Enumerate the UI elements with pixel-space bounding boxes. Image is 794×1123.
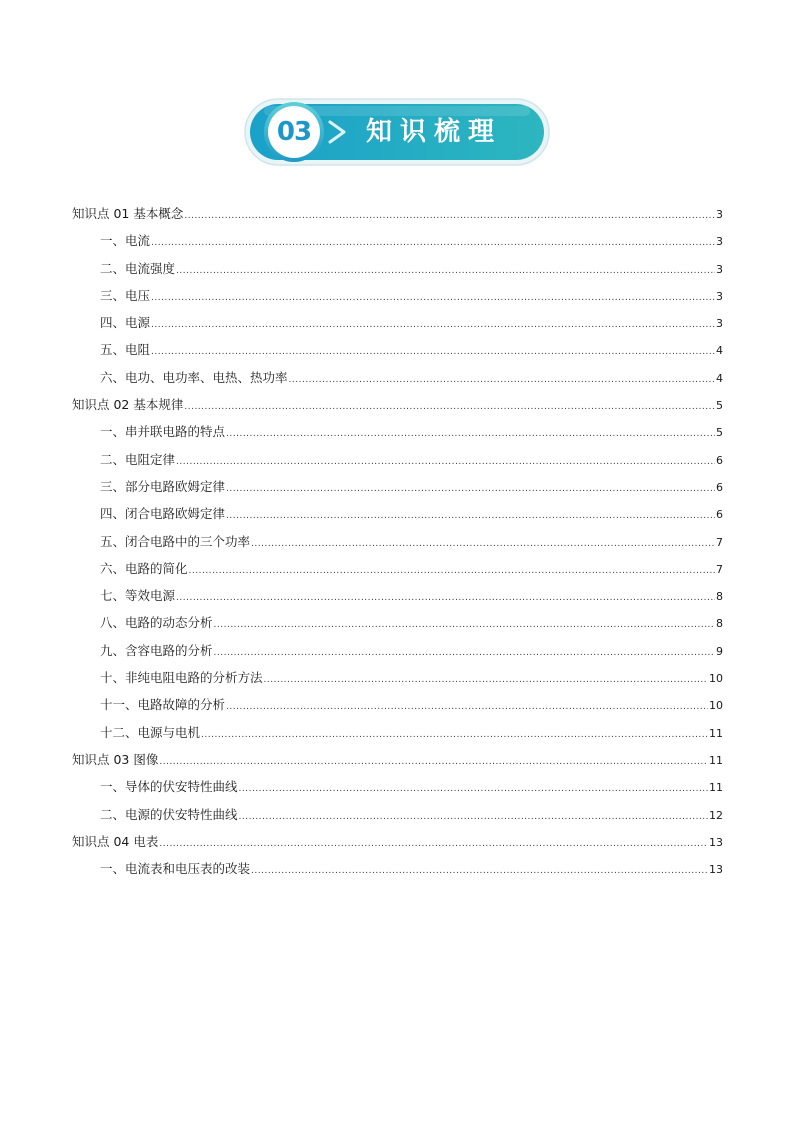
toc-dot-leader	[151, 230, 715, 257]
toc-dot-leader	[264, 667, 708, 694]
toc-page-number: 10	[709, 672, 723, 686]
toc-entry-label: 四、电源	[100, 315, 151, 331]
toc-subsection-entry[interactable]	[72, 500, 723, 527]
toc-dot-leader	[151, 339, 715, 366]
toc-dot-leader	[189, 558, 715, 585]
toc-subsection-entry[interactable]	[72, 418, 723, 445]
toc-dot-leader	[226, 503, 715, 530]
toc-page-number: 13	[709, 863, 723, 877]
toc-entry-label: 二、电阻定律	[100, 451, 176, 467]
toc-page-number: 5	[716, 426, 723, 440]
toc-subsection-entry[interactable]	[72, 691, 723, 718]
toc-entry-label: 四、闭合电路欧姆定律	[100, 506, 226, 522]
toc-subsection-entry[interactable]	[72, 773, 723, 800]
toc-subsection-entry[interactable]	[72, 473, 723, 500]
toc-dot-leader	[289, 367, 715, 394]
toc-entry-label: 五、闭合电路中的三个功率	[100, 533, 251, 549]
toc-entry-label: 六、电功、电功率、电热、热功率	[100, 369, 288, 385]
toc-page-number: 3	[716, 235, 723, 249]
toc-section-entry[interactable]	[72, 746, 723, 773]
toc-subsection-entry[interactable]	[72, 719, 723, 746]
toc-dot-leader	[159, 749, 708, 776]
toc-subsection-entry[interactable]	[72, 282, 723, 309]
toc-page-number: 11	[709, 781, 723, 795]
toc-page-number: 7	[716, 562, 723, 576]
toc-dot-leader	[201, 722, 708, 749]
toc-entry-label: 知识点 02 基本规律	[72, 397, 184, 413]
toc-entry-label: 三、部分电路欧姆定律	[100, 478, 226, 494]
toc-entry-label: 知识点 01 基本概念	[72, 206, 184, 221]
toc-page-number: 6	[716, 508, 723, 522]
toc-page-number: 3	[716, 262, 723, 276]
toc-page-number: 6	[716, 453, 723, 467]
toc-subsection-entry[interactable]	[72, 637, 723, 664]
toc-subsection-entry[interactable]	[72, 582, 723, 609]
toc-page-number: 5	[716, 399, 723, 413]
toc-page-number: 4	[716, 371, 723, 385]
toc-dot-leader	[184, 203, 715, 230]
toc-dot-leader	[176, 449, 715, 476]
toc-page-number: 12	[709, 808, 723, 822]
toc-page-number: 3	[716, 289, 723, 303]
toc-entry-label: 一、电流	[100, 233, 151, 249]
toc-entry-label: 知识点 03 图像	[72, 751, 159, 767]
section-number: 03	[276, 117, 312, 147]
toc-entry-label: 一、导体的伏安特性曲线	[100, 779, 238, 795]
toc-page-number: 11	[709, 726, 723, 740]
toc-page-number: 4	[716, 344, 723, 358]
toc-page-number: 8	[716, 617, 723, 631]
toc-subsection-entry[interactable]	[72, 609, 723, 636]
toc-page-number: 9	[716, 644, 723, 658]
toc-entry-label: 二、电源的伏安特性曲线	[100, 806, 238, 822]
toc-entry-label: 五、电阻	[100, 342, 151, 358]
toc-subsection-entry[interactable]	[72, 528, 723, 555]
toc-dot-leader	[251, 531, 715, 558]
toc-entry-label: 知识点 04 电表	[72, 833, 159, 849]
toc-dot-leader	[214, 612, 715, 639]
toc-page-number: 8	[716, 590, 723, 604]
toc-page-number: 13	[709, 835, 723, 849]
toc-entry-label: 九、含容电路的分析	[100, 642, 213, 658]
toc-dot-leader	[184, 394, 715, 421]
toc-page-number: 11	[709, 753, 723, 767]
toc-entry-label: 八、电路的动态分析	[100, 615, 213, 631]
toc-subsection-entry[interactable]	[72, 855, 723, 882]
toc-dot-leader	[159, 831, 708, 858]
toc-dot-leader	[226, 694, 708, 721]
toc-entry-label: 十二、电源与电机	[100, 724, 201, 740]
toc-subsection-entry[interactable]	[72, 446, 723, 473]
toc-subsection-entry[interactable]	[72, 801, 723, 828]
toc-entry-label: 六、电路的简化	[100, 560, 188, 576]
table-of-contents	[72, 200, 723, 882]
toc-subsection-entry[interactable]	[72, 227, 723, 254]
toc-section-entry[interactable]	[72, 828, 723, 855]
toc-dot-leader	[151, 285, 715, 312]
toc-page-number: 7	[716, 535, 723, 549]
toc-page-number: 6	[716, 480, 723, 494]
toc-entry-label: 十、非纯电阻电路的分析方法	[100, 670, 263, 686]
toc-entry-label: 二、电流强度	[100, 260, 176, 276]
toc-dot-leader	[226, 476, 715, 503]
toc-section-entry[interactable]	[72, 200, 723, 227]
toc-entry-label: 七、等效电源	[100, 588, 176, 604]
toc-dot-leader	[239, 776, 708, 803]
toc-subsection-entry[interactable]	[72, 664, 723, 691]
toc-entry-label: 一、电流表和电压表的改装	[100, 861, 251, 877]
toc-dot-leader	[251, 858, 708, 885]
toc-entry-label: 一、串并联电路的特点	[100, 424, 226, 440]
toc-subsection-entry[interactable]	[72, 255, 723, 282]
section-title: 知识梳理	[366, 117, 503, 147]
toc-subsection-entry[interactable]	[72, 555, 723, 582]
toc-subsection-entry[interactable]	[72, 364, 723, 391]
toc-dot-leader	[176, 258, 715, 285]
toc-dot-leader	[226, 421, 715, 448]
toc-page-number: 10	[709, 699, 723, 713]
toc-dot-leader	[239, 804, 708, 831]
toc-page-number: 3	[716, 208, 723, 221]
section-banner	[244, 98, 550, 166]
toc-entry-label: 十一、电路故障的分析	[100, 697, 226, 713]
toc-subsection-entry[interactable]	[72, 336, 723, 363]
toc-dot-leader	[176, 585, 715, 612]
toc-section-entry[interactable]	[72, 391, 723, 418]
toc-dot-leader	[214, 640, 715, 667]
toc-subsection-entry[interactable]	[72, 309, 723, 336]
toc-entry-label: 三、电压	[100, 287, 151, 303]
toc-page-number: 3	[716, 317, 723, 331]
toc-dot-leader	[151, 312, 715, 339]
